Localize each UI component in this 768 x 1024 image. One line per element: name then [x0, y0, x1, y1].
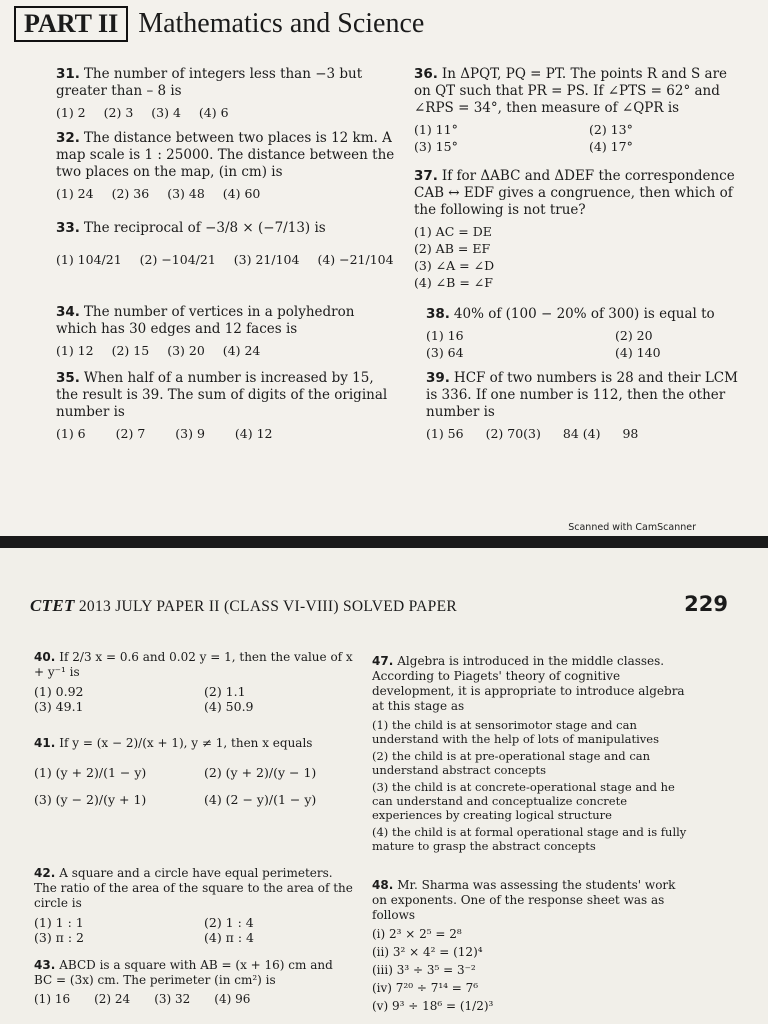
question-47: 47. Algebra is introduced in the middle classes. According to Piagets' theory of cognitive development, it is appropriate to introduce algebra at this stage as (1) the child is at sensorimotor stage and can understand with the help of lots of manipulatives (2) the child is at pre-operational stage and can understand abstract concepts (3) the child is at concrete-operational stage and he can understand and conceptualize concrete experiences by creating logical structure (4) the child is at formal operational stage and is fully mature to grasp the abstract concepts	[372, 654, 692, 856]
option[interactable]: (2) 1.1	[204, 684, 246, 699]
option[interactable]: (2) 13°	[589, 122, 633, 137]
question-38-options	[426, 327, 744, 361]
scanned-page-2	[0, 548, 768, 1024]
question-39: 39. HCF of two numbers is 28 and their LCM is 336. If one number is 112, then the other number is (1) 56 (2) 70(3) 84 (4) 98	[426, 370, 744, 442]
option[interactable]: (2) the child is at pre-operational stage and can understand abstract concepts	[372, 749, 651, 777]
option[interactable]: (3) 48	[167, 186, 205, 201]
option[interactable]: (4) 17°	[589, 139, 633, 154]
question-41-options	[34, 765, 354, 807]
paper-title: CTET 2013 JULY PAPER II (CLASS VI-VIII) SOLVED PAPER	[30, 596, 457, 615]
option[interactable]: (4) 96	[214, 992, 251, 1006]
option[interactable]: 84 (4)	[562, 426, 601, 441]
step: (iii) 3³ ÷ 3⁵ = 3⁻²	[372, 963, 476, 977]
ctet-logo-text: CTET	[30, 596, 75, 615]
page-header	[30, 592, 728, 616]
option[interactable]: (1) 56	[426, 426, 464, 441]
option[interactable]: (4) 140	[615, 345, 661, 360]
option[interactable]: (3) 4	[151, 105, 181, 120]
question-33-options	[56, 251, 396, 268]
question-32: 32. The distance between two places is 12 km. A map scale is 1 : 25000. The distance between the two places on the map, (in cm) is (1) 24 (2) 36 (3) 48 (4) 60	[56, 130, 395, 201]
option[interactable]: (1) the child is at sensorimotor stage and can understand with the help of lots of manipulatives	[372, 718, 659, 746]
option[interactable]: (4) 12	[234, 426, 273, 441]
option[interactable]: (4) ∠B = ∠F	[414, 275, 493, 290]
option[interactable]: (2) −104/21	[139, 252, 216, 267]
step: (ii) 3² × 4² = (12)⁴	[372, 945, 483, 959]
question-37: 37. If for ΔABC and ΔDEF the correspondence CAB ↔ EDF gives a congruence, then which of the following is not true? (1) AC = DE (2) AB = EF (3) ∠A = ∠D (4) ∠B = ∠F	[414, 168, 744, 291]
option[interactable]: (2) 3	[103, 105, 134, 120]
option[interactable]: (3) (y − 2)/(y + 1)	[34, 792, 147, 807]
question-43-options	[34, 992, 354, 1007]
question-40: 40. If 2/3 x = 0.6 and 0.02 y = 1, then the value of x + y⁻¹ is (1) 0.92 (2) 1.1 (3) 49.1 (4) 50.9	[34, 650, 353, 714]
option[interactable]: (2) 70(3)	[485, 426, 541, 441]
step: (v) 9³ ÷ 18⁶ = (1/2)³	[372, 999, 494, 1013]
question-36: 36. In ΔPQT, PQ = PT. The points R and S are on QT such that PR = PS. If ∠PTS = 62° and ∠RPS = 34°, then measure of ∠QPR is (1) 11° (2) 13° (3) 15° (4) 17°	[414, 66, 744, 155]
scanner-watermark: Scanned with CamScanner	[568, 522, 696, 533]
option[interactable]: (3) 64	[426, 345, 464, 360]
question-42: 42. A square and a circle have equal perimeters. The ratio of the area of the square to the area of the circle is (1) 1 : 1 (2) 1 : 4 (3) π : 2 (4) π : 4	[34, 866, 353, 945]
question-35: 35. When half of a number is increased by 15, the result is 39. The sum of digits of the original number is (1) 6 (2) 7 (3) 9 (4) 12	[56, 370, 396, 442]
option[interactable]: (1) 0.92	[34, 684, 84, 699]
option[interactable]: (2) 20	[615, 328, 653, 343]
question-48: 48. Mr. Sharma was assessing the students' work on exponents. One of the response sheet was as follows (i) 2³ × 2⁵ = 2⁸ (ii) 3² × 4² = (12)⁴ (iii) 3³ ÷ 3⁵ = 3⁻² (iv) 7²⁰ ÷ 7¹⁴ = 7⁶ (v) 9³ ÷ 18⁶ = (1/2)³	[372, 878, 692, 1017]
question-39-options	[426, 425, 744, 442]
option[interactable]: (3) 9	[175, 426, 205, 441]
option[interactable]: (1) 11°	[414, 122, 458, 137]
question-47-options	[372, 718, 692, 853]
option[interactable]: (3) 20	[167, 343, 205, 358]
question-36-options	[414, 121, 744, 155]
option[interactable]: (2) 36	[111, 186, 150, 201]
option[interactable]: (2) 7	[115, 426, 146, 441]
question-37-options	[414, 223, 744, 291]
question-40-options	[34, 684, 354, 714]
option[interactable]: (4) 24	[222, 343, 261, 358]
option[interactable]: (4) the child is at formal operational stage and is fully mature to grasp the abstract concepts	[372, 825, 687, 853]
option[interactable]: (1) 6	[56, 426, 86, 441]
section-title: Mathematics and Science	[138, 8, 425, 39]
question-41: 41. If y = (x − 2)/(x + 1), y ≠ 1, then x equals (1) (y + 2)/(1 − y) (2) (y + 2)/(y − 1) (3) (y − 2)/(y + 1) (4) (2 − y)/(1 − y)	[34, 736, 354, 807]
question-34: 34. The number of vertices in a polyhedron which has 30 edges and 12 faces is (1) 12 (2) 15 (3) 20 (4) 24	[56, 304, 386, 359]
option[interactable]: (2) 24	[94, 992, 131, 1006]
option[interactable]: (1) 16	[34, 992, 71, 1006]
option[interactable]: (2) (y + 2)/(y − 1)	[204, 765, 317, 780]
option[interactable]: (3) 21/104	[233, 252, 300, 267]
question-33: 33. The reciprocal of −3/8 × (−7/13) is (1) 104/21 (2) −104/21 (3) 21/104 (4) −21/104	[56, 220, 396, 268]
question-42-options	[34, 915, 354, 945]
question-38: 38. 40% of (100 − 20% of 300) is equal to (1) 16 (2) 20 (3) 64 (4) 140	[426, 306, 744, 361]
option[interactable]: (3) ∠A = ∠D	[414, 258, 495, 273]
option[interactable]: (1) 104/21	[56, 252, 122, 267]
option[interactable]: (3) 49.1	[34, 699, 84, 714]
option[interactable]: (1) 1 : 1	[34, 915, 84, 930]
option[interactable]: (4) π : 4	[204, 930, 255, 945]
option[interactable]: (1) 24	[56, 186, 94, 201]
question-34-options	[56, 342, 386, 359]
question-35-options	[56, 425, 396, 442]
option[interactable]: 98	[622, 426, 639, 441]
option[interactable]: (4) (2 − y)/(1 − y)	[204, 792, 317, 807]
option[interactable]: (2) 1 : 4	[204, 915, 254, 930]
step: (iv) 7²⁰ ÷ 7¹⁴ = 7⁶	[372, 981, 479, 995]
option[interactable]: (4) 6	[198, 105, 229, 120]
step: (i) 2³ × 2⁵ = 2⁸	[372, 927, 462, 941]
option[interactable]: (4) 60	[222, 186, 261, 201]
option[interactable]: (2) 15	[111, 343, 150, 358]
question-31: 31. The number of integers less than −3 but greater than – 8 is (1) 2 (2) 3 (3) 4 (4) 6	[56, 66, 386, 121]
option[interactable]: (1) 12	[56, 343, 94, 358]
option[interactable]: (3) the child is at concrete-operational stage and he can understand and conceptualize concrete experiences by creating logical structure	[372, 780, 675, 822]
question-32-options	[56, 185, 396, 202]
question-31-options	[56, 104, 386, 121]
option[interactable]: (1) (y + 2)/(1 − y)	[34, 765, 147, 780]
option[interactable]: (3) π : 2	[34, 930, 85, 945]
option[interactable]: (2) AB = EF	[414, 241, 491, 256]
option[interactable]: (4) −21/104	[317, 252, 394, 267]
option[interactable]: (1) 16	[426, 328, 464, 343]
page-number: 229	[684, 592, 728, 616]
option[interactable]: (4) 50.9	[204, 699, 254, 714]
option[interactable]: (1) 2	[56, 105, 86, 120]
option[interactable]: (3) 15°	[414, 139, 458, 154]
option[interactable]: (3) 32	[154, 992, 191, 1006]
part-label: PART II	[14, 6, 128, 42]
question-48-steps	[372, 927, 692, 1014]
part-header	[14, 6, 424, 42]
question-43: 43. ABCD is a square with AB = (x + 16) cm and BC = (3x) cm. The perimeter (in cm²) is (1) 16 (2) 24 (3) 32 (4) 96	[34, 958, 354, 1007]
option[interactable]: (1) AC = DE	[414, 224, 492, 239]
